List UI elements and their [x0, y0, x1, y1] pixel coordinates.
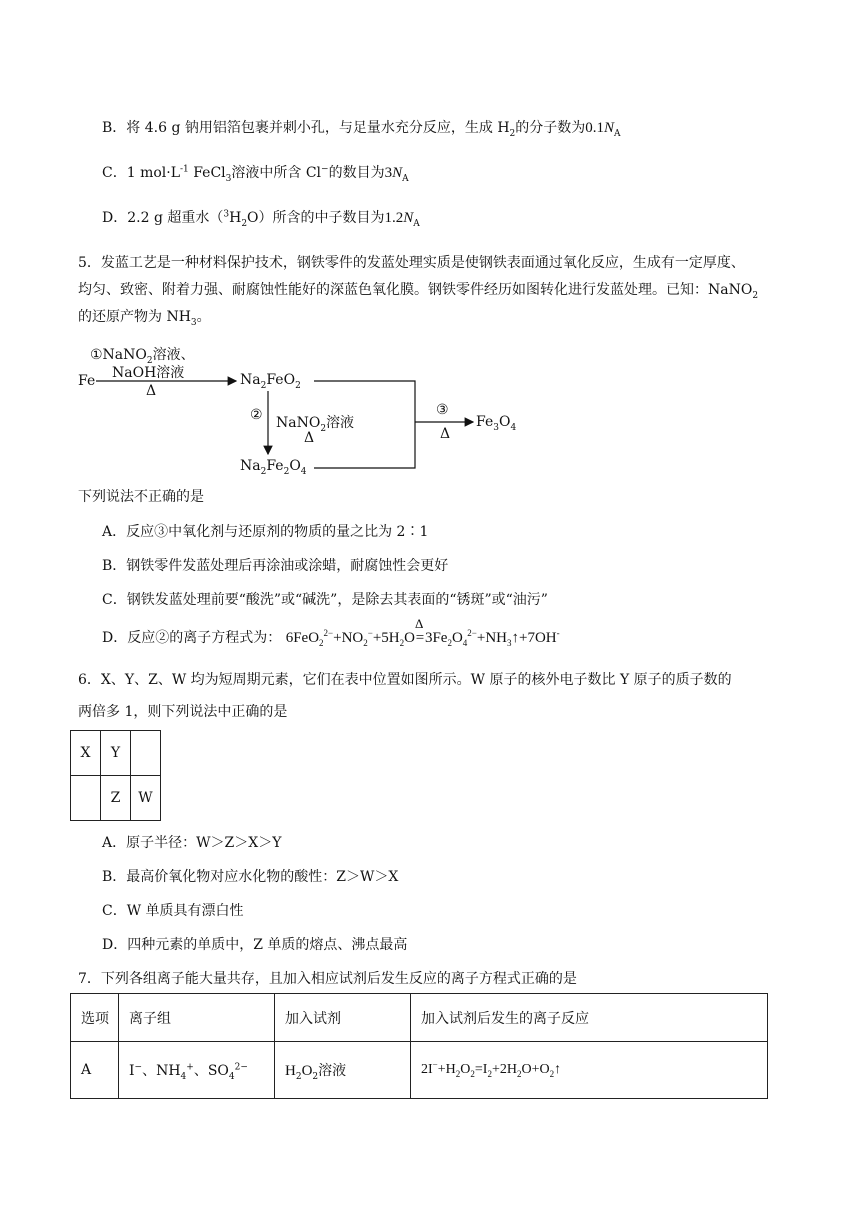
na2fe2o4-label: $Na_2Fe_2O_4$: [240, 458, 307, 477]
row-option: A: [71, 1042, 119, 1099]
element-position-table: [70, 730, 161, 821]
table-row: [71, 731, 161, 776]
q7-stem: 7．下列各组离子能大量共存，且加入相应试剂后发生反应的离子方程式正确的是: [78, 971, 577, 987]
q5-option-c: C．钢铁发蓝处理前要“酸洗”或“碱洗”，是除去其表面的“锈斑”或“油污”: [102, 592, 548, 608]
q5-ask: 下列说法不正确的是: [78, 489, 204, 505]
ion-reaction-table: [70, 993, 768, 1099]
header-reaction: 加入试剂后发生的离子反应: [411, 994, 768, 1042]
q5-stem-line2: 均匀、致密、附着力强、耐腐蚀性能好的深蓝色氧化膜。钢铁零件经历如图转化进行发蓝处理。已知：NaNO$_2$: [78, 282, 759, 301]
step1-reagent-b: NaOH溶液: [112, 365, 185, 381]
row-reaction: $2I^-+H_2O_2=I_2+2H_2O+O_2↑$: [411, 1042, 768, 1099]
step2-number: ②: [250, 407, 263, 423]
grid-cell: W: [131, 776, 161, 821]
grid-cell: X: [71, 731, 101, 776]
q4-option-d: D．2.2 g 超重水$(^3H_2O)$所含的中子数目为$1.2N_A$: [102, 209, 420, 229]
fe3o4-label: $Fe_3O_4$: [476, 414, 517, 433]
q5-stem-line3: 的还原产物为 $NH_3$。: [78, 309, 211, 328]
fe-label: Fe: [78, 373, 96, 389]
header-option: 选项: [71, 994, 119, 1042]
q6-option-a: A．原子半径：W＞Z＞X＞Y: [102, 835, 282, 851]
q5-option-a: A．反应③中氧化剂与还原剂的物质的量之比为 2∶1: [102, 524, 429, 540]
table-row: [71, 776, 161, 821]
q4-option-b: B．将 4.6 g 钠用铝箔包裹并刺小孔，与足量水充分反应，生成 $H_2$的分子数为$0.1N_A$: [102, 120, 621, 139]
step3-delta: Δ: [440, 426, 451, 442]
ionic-equation: $6FeO_2^{2-}+NO_2^-+5H_2O$ Δ $=3Fe_2O_4^{2-}+NH_3↑+7OH^-$: [285, 616, 560, 648]
row-ions: I−、$NH_4^+$、$SO_4^{2-}$: [119, 1042, 275, 1099]
q5-stem-line1: 5．发蓝工艺是一种材料保护技术，钢铁零件的发蓝处理实质是使钢铁表面通过氧化反应，生成有一定厚度、: [78, 255, 745, 271]
q5-option-b: B．钢铁零件发蓝处理后再涂油或涂蜡，耐腐蚀性会更好: [102, 558, 449, 574]
grid-cell: Y: [101, 731, 131, 776]
q6-option-d: D．四种元素的单质中，Z 单质的熔点、沸点最高: [102, 937, 408, 953]
step1-reagent-a: ①NaNO$_2$溶液、: [90, 347, 195, 366]
equals-delta: Δ =: [414, 616, 425, 646]
grid-cell: Z: [101, 776, 131, 821]
q6-stem-line1: 6．X、Y、Z、W 均为短周期元素，它们在表中位置如图所示。W 原子的核外电子数比 Y 原子的质子数的: [78, 672, 732, 688]
step2-reagent: NaNO$_2$溶液: [276, 415, 355, 434]
q6-option-c: C．W 单质具有漂白性: [102, 903, 244, 919]
header-reagent: 加入试剂: [275, 994, 411, 1042]
table-row: [71, 1042, 768, 1099]
step1-delta: Δ: [146, 383, 157, 399]
q5-option-d: D．反应②的离子方程式为： $6FeO_2^{2-}+NO_2^-+5H_2O$ Δ $=3Fe_2O_4^{2-}+NH_3↑+7OH^-$: [102, 616, 560, 648]
header-ions: 离子组: [119, 994, 275, 1042]
step3-number: ③: [436, 402, 449, 418]
grid-cell: [131, 731, 161, 776]
q6-option-b: B．最高价氧化物对应水化物的酸性：Z＞W＞X: [102, 869, 399, 885]
table-header-row: [71, 994, 768, 1042]
reaction-diagram: [78, 340, 538, 485]
na2feo2-label: $Na_2FeO_2$: [240, 372, 301, 391]
q4-option-c: C．1 $mol\cdot L^{-1}$ FeCl$_3$溶液中所含 Cl−的数目为$3N_A$: [102, 164, 409, 184]
row-reagent: $H_2O_2$溶液: [275, 1042, 411, 1099]
grid-cell: [71, 776, 101, 821]
q6-stem-line2: 两倍多 1，则下列说法中正确的是: [78, 704, 288, 720]
step2-delta: Δ: [304, 430, 315, 446]
